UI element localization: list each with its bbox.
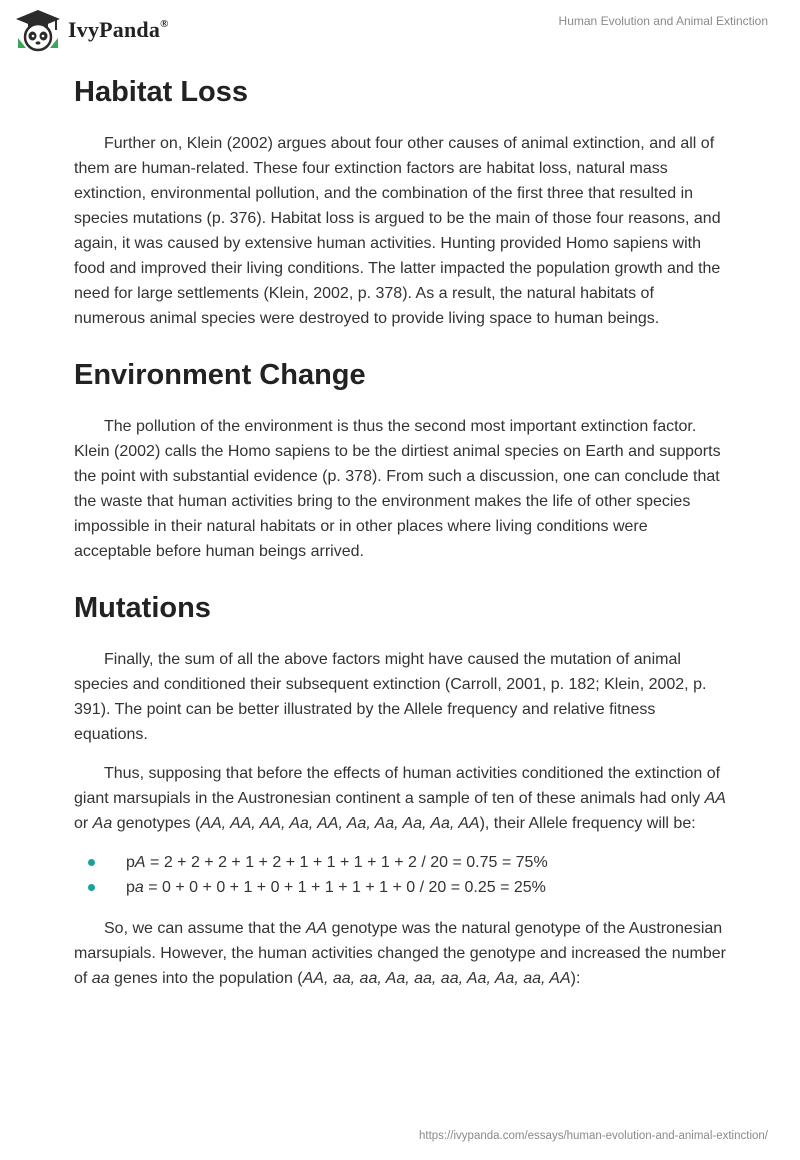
list-item: pa = 0 + 0 + 0 + 1 + 0 + 1 + 1 + 1 + 1 + 0 / 20 = 0.25 = 25%: [88, 875, 726, 900]
document-title: Human Evolution and Animal Extinction: [558, 14, 768, 28]
essay-content: [74, 70, 726, 1005]
list-item: pA = 2 + 2 + 2 + 1 + 2 + 1 + 1 + 1 + 1 + 2 / 20 = 0.75 = 75%: [88, 850, 726, 875]
section-heading: Habitat Loss: [74, 76, 249, 108]
paragraph: Finally, the sum of all the above factors might have caused the mutation of animal species and conditioned their subsequent extinction (Carroll, 2001, p. 182; Klein, 2002, p. 391). The point can be better illustrated by the Allele frequency and relative fitness equations.: [74, 651, 707, 743]
source-url[interactable]: https://ivypanda.com/essays/human-evolution-and-animal-extinction/: [418, 1130, 768, 1142]
section-heading: Mutations: [74, 592, 211, 624]
allele-frequency-list: [74, 850, 726, 900]
bullet-icon: [88, 884, 95, 891]
section-heading: Environment Change: [74, 359, 366, 391]
paragraph: Thus, supposing that before the effects of human activities conditioned the extinction of giant marsupials in the Austronesian continent a sample of ten of these animals had only AA or Aa genotypes (AA, AA, AA, Aa, AA, Aa, Aa, Aa, Aa, AA), their Allele frequency will be:: [74, 765, 726, 832]
paragraph: The pollution of the environment is thus the second most important extinction factor. Klein (2002) calls the Homo sapiens to be the dirtiest animal species on Earth and supports the point with substantial evidence (p. 378). From such a discussion, one can conclude that the waste that human activities bring to the environment makes the life of other species impossible in their natural habitats or in other places where living conditions were acceptable before human beings arrived.: [74, 418, 721, 560]
paragraph: So, we can assume that the AA genotype was the natural genotype of the Austronesian marsupials. However, the human activities changed the genotype and increased the number of aa genes into the population (AA, aa, aa, Aa, aa, aa, Aa, Aa, aa, AA):: [74, 920, 726, 987]
brand-name: IvyPanda®: [68, 17, 169, 42]
panda-graduation-icon: [14, 8, 62, 52]
ivypanda-logo[interactable]: [14, 8, 169, 52]
page-header: [0, 0, 800, 60]
bullet-icon: [88, 859, 95, 866]
paragraph: Further on, Klein (2002) argues about four other causes of animal extinction, and all of them are human-related. These four extinction factors are habitat loss, natural mass extinction, environmental pollution, and the combination of the first three that resulted in species mutations (p. 376). Habitat loss is argued to be the main of those four reasons, and again, it was caused by extensive human activities. Hunting provided Homo sapiens with food and improved their living conditions. The latter impacted the population growth and the need for large settlements (Klein, 2002, p. 378). As a result, the natural habitats of numerous animal species were destroyed to provide living space to human beings.: [74, 135, 721, 327]
